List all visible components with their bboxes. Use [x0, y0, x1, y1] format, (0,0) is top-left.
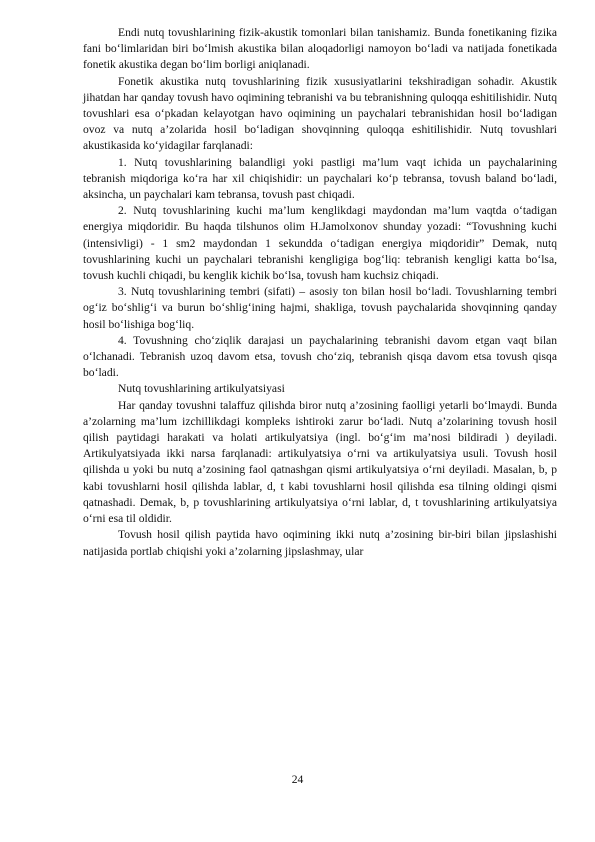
section-heading-artikulyatsiya: Nutq tovushlarining artikulyatsiyasi [118, 382, 285, 396]
paragraph-fonetik-akustika-intro: Endi nutq tovushlarining fizik-akustik tomonlari bilan tanishamiz. Bunda fonetikaning fizika fani bo‘limlaridan biri bo‘lmish akustika bilan aloqadorligi namoyon bo‘ladi va natijada fonetikada fonetik akustika degan bo‘lim borligi aniqlanadi. [83, 26, 557, 72]
paragraph-tovush-hosil-qilish: Tovush hosil qilish paytida havo oqimining ikki nutq a’zosining bir-biri bilan jipslashishi natijasida portlab chiqishi yoki a’zolarning jipslashmay, ular [83, 528, 557, 558]
body-text [83, 25, 557, 560]
paragraph-kuch: 2. Nutq tovushlarining kuchi ma’lum kenglikdagi maydondan ma’lum vaqtda o‘tadigan energiya miqdoridir. Bu haqda tilshunos olim H.Jamolxonov shunday yozadi: “Tovushning kuchi (intensivligi) - 1 sm2 maydondan 1 sekundda o‘tadigan energiya miqdoridir” Demak, nutq tovushlarining kuchi un paychalari tebranishi kengligiga bog‘liq: tebranish kengligi katta bo‘lsa, tovush kuchli chiqadi, bu kenglik kichik bo‘lsa, tovush ham kuchsiz chiqadi. [83, 204, 557, 283]
paragraph-artikulyatsiya: Har qanday tovushni talaffuz qilishda biror nutq a’zosining faolligi yetarli bo‘lmaydi. Bunda a’zolarning ma’lum izchillikdagi kompleks ishtiroki zarur bo‘ladi. Nutq a’zolarining tovush hosil qilish paytidagi harakati va holati artikulyatsiya (ingl. bo‘g‘im ma’nosi bildiradi ) deyiladi. Artikulyatsiyada ikki narsa farqlanadi: artikulyatsiya o‘rni va artikulyatsiya usuli. Tovush hosil qilishda u yoki bu nutq a’zosining faol qatnashgan qismi artikulyatsiya o‘rni deyiladi. Masalan, b, p kabi tovushlarni hosil qilishda lablar, d, t kabi tovushlarni hosil qilishda esa tilning oldingi qismi qatnashadi. Demak, b, p tovushlarining artikulyatsiya o‘rni lablar, d, t tovushlarining artikulyatsiya o‘rni esa til oldidir. [83, 398, 557, 526]
paragraph-balandlik: 1. Nutq tovushlarining balandligi yoki pastligi ma’lum vaqt ichida un paychalarining tebranish miqdoriga ko‘ra har xil chiqishidir: un paychalari ko‘p tebransa, tovush baland bo‘ladi, aksincha, un paychalari kam tebransa, tovush past chiqadi. [83, 155, 557, 202]
page-number: 24 [291, 773, 304, 786]
paragraph-choziqlik: 4. Tovushning cho‘ziqlik darajasi un paychalarining tebranishi davom etgan vaqt bilan o‘lchanadi. Tebranish uzoq davom etsa, tovush cho‘ziq, tebranish qisqa davom etsa tovush qisqa bo‘ladi. [83, 333, 557, 380]
paragraph-tembr: 3. Nutq tovushlarining tembri (sifati) – asosiy ton bilan hosil bo‘ladi. Tovushlarning tembri og‘iz bo‘shlig‘i va burun bo‘shlig‘ining hajmi, shakliga, tovush paychalarida shovqinning qanday hosil bo‘lishiga bog‘liq. [83, 285, 557, 331]
paragraph-fonetik-akustika-definition: Fonetik akustika nutq tovushlarining fizik xususiyatlarini tekshiradigan sohadir. Akustik jihatdan har qanday tovush havo oqimining tebranishi va bu tebranishning quloqqa eshitilishidir. Nutq tovushlari esa o‘pkadan kelayotgan havo oqimining un paychalari tebranishidan hosil bo‘ladigan ovoz va nutq a’zolarida hosil bo‘ladigan shovqinning quloqqa eshitilishidir. Nutq tovushlari akustikasida ko‘yidagilar farqlanadi: [83, 74, 557, 153]
